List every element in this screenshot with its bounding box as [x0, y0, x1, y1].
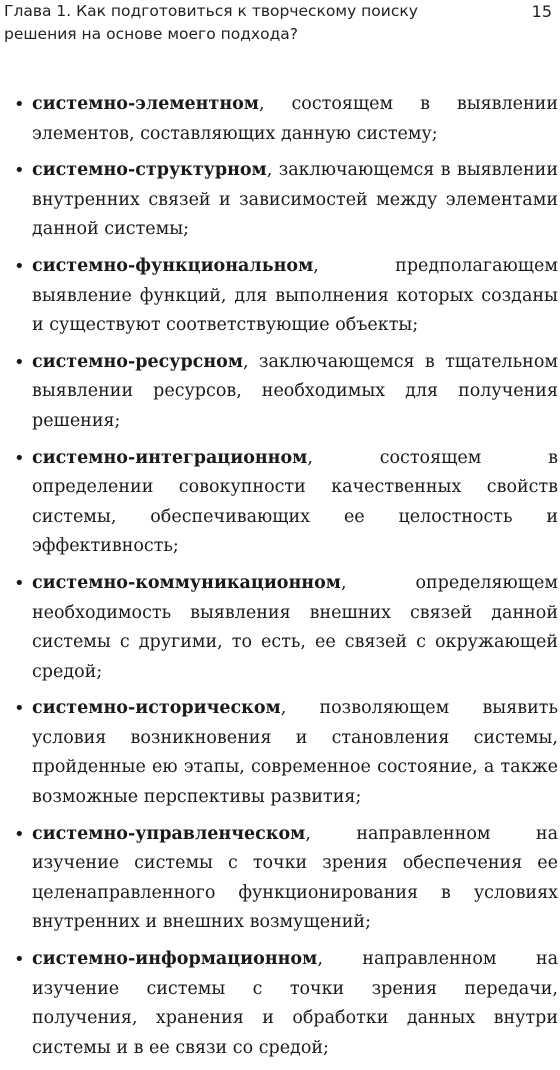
- list-item: [14, 252, 558, 341]
- bullet-list: [14, 90, 558, 1070]
- term: системно-функциональном: [32, 255, 314, 276]
- item-text: , определяющем необходимость выявления внешних связей данной системы с другими, то есть, ее связей с окружающей средой;: [32, 572, 558, 682]
- list-item: [14, 90, 558, 149]
- term: системно-интеграционном: [32, 447, 308, 468]
- term: системно-управленческом: [32, 823, 306, 844]
- bullet-icon: •: [14, 698, 25, 720]
- list-item: [14, 156, 558, 245]
- list-item: [14, 694, 558, 812]
- page-number: 15: [531, 2, 552, 21]
- term: системно-историческом: [32, 698, 281, 719]
- bullet-icon: •: [14, 351, 25, 373]
- chapter-title: Глава 1. Как подготовиться к творческому поиску решения на основе моего подхода?: [4, 2, 418, 43]
- term: системно-элементном: [32, 94, 260, 114]
- bullet-icon: •: [14, 572, 25, 594]
- bullet-icon: •: [14, 447, 25, 469]
- bullet-icon: •: [14, 94, 25, 115]
- term: системно-информационном: [32, 949, 318, 970]
- page-header: [4, 0, 556, 46]
- item-text: , предполагающем выявление функций, для выполнения которых созданы и существуют соответствующие объекты;: [32, 255, 558, 336]
- item-text: , состоящем в выявлении элементов, составляющих данную систему;: [32, 94, 558, 144]
- list-item: [14, 945, 558, 1063]
- item-text: , заключающемся в тщательном выявлении ресурсов, необходимых для получения решения;: [32, 351, 558, 431]
- list-item: [14, 569, 558, 687]
- term: системно-структурном: [32, 160, 267, 181]
- list-item: [14, 820, 558, 938]
- list-item: [14, 348, 558, 437]
- term: системно-коммуникационном: [32, 572, 341, 593]
- item-text: , состоящем в определении совокупности качественных свойств системы, обеспечивающих ее целостность и эффективность;: [32, 447, 558, 557]
- bullet-icon: •: [14, 823, 25, 845]
- bullet-icon: •: [14, 160, 25, 182]
- list-item: [14, 444, 558, 562]
- term: системно-ресурсном: [32, 351, 244, 372]
- item-text: , направленном на изучение системы с точки зрения обеспечения ее целенаправленного функционирования в условиях внутренних и внешних возмущений;: [32, 823, 558, 933]
- bullet-icon: •: [14, 949, 25, 971]
- item-text: , направленном на изучение системы с точки зрения передачи, получения, хранения и обработки данных внутри системы и в ее связи со средой;: [32, 949, 558, 1058]
- bullet-icon: •: [14, 255, 25, 277]
- item-text: , позволяющем выявить условия возникновения и становления системы, пройденные ею этапы, современное состояние, а также возможные перспективы развития;: [32, 698, 558, 808]
- item-text: , заключающемся в выявлении внутренних связей и зависимостей между элементами данной системы;: [32, 160, 558, 240]
